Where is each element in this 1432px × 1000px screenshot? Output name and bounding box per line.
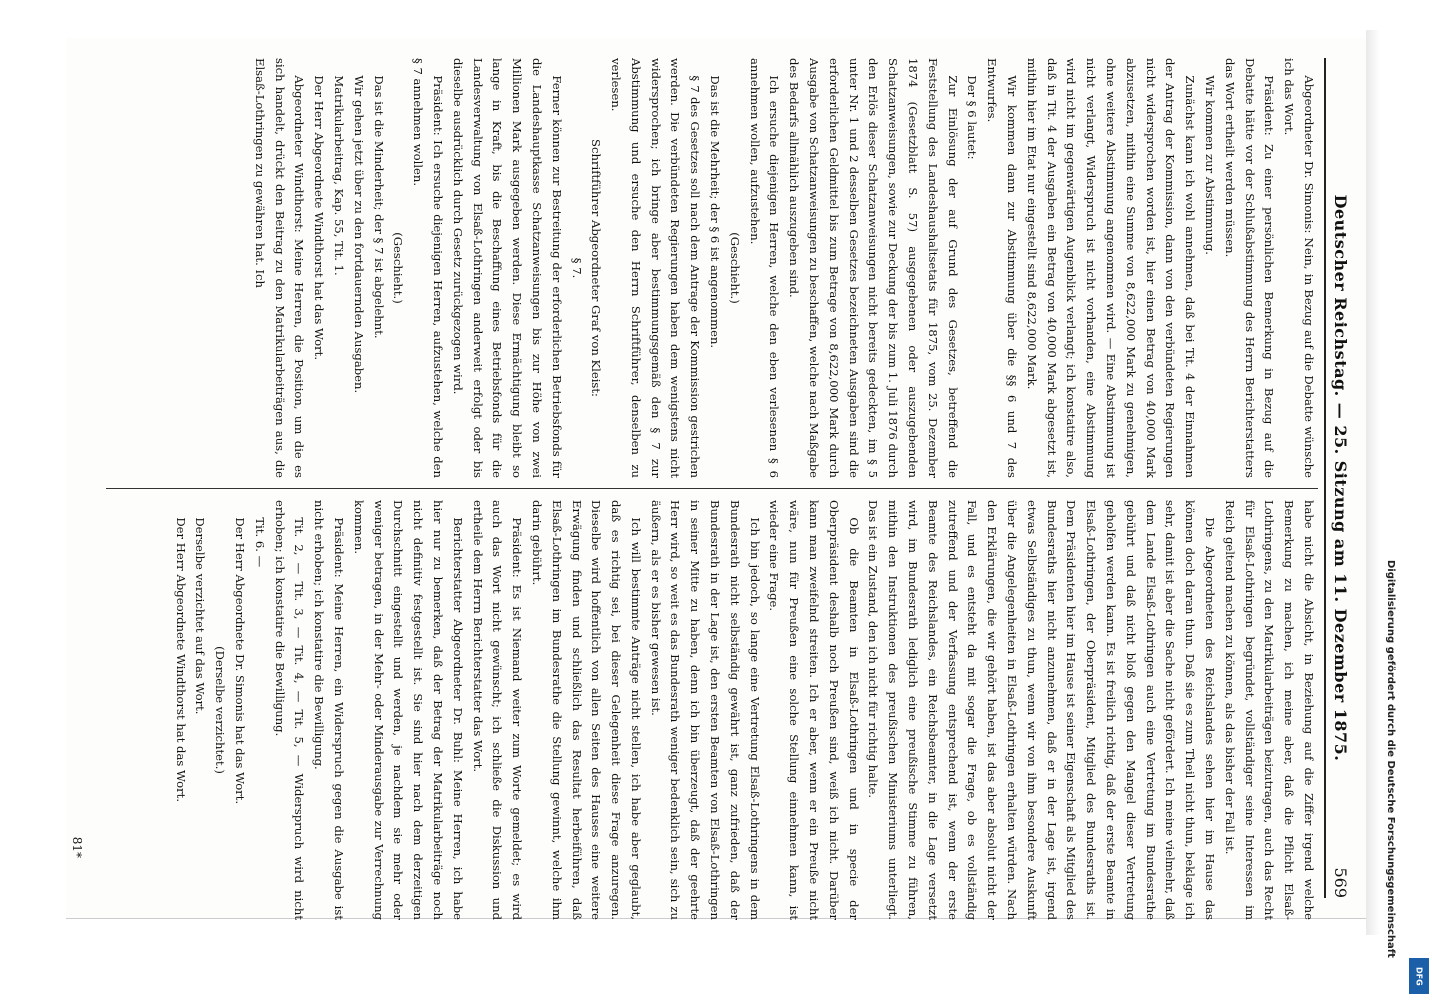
paragraph: Ich ersuche diejenigen Herren, welche den eben verlesenen § 6 annehmen wollen, aufzustehen. (747, 58, 782, 478)
paragraph: Das ist die Mehrheit; der § 6 ist angenommen. (708, 75, 723, 349)
paragraph: Ich will bestimmte Anträge nicht stellen, ich habe aber geglaubt, daß es richtig sei, bei dieser Gelegenheit diese Frage anzuregen. Dieselbe wird hoffentlich von allen Seiten des Hauses eine weitere Erwägung finden und schließlich das Resultat herbeiführen, daß Elsaß-Lothringen im Bundesrathe die Stellung gewinnt, welche ihm darin gebührt. (529, 500, 643, 920)
scanned-page (66, 38, 1366, 919)
digitization-credit: Digitalisierung gefördert durch die Deutsche Forschungsgemeinschaft (1385, 560, 1396, 958)
paragraph: Der § 6 lautet: (965, 75, 980, 160)
paragraph: Präsident: Meine Herren, ein Widerspruch gegen die Ausgabe ist nicht erhoben; ich konstatire die Bewilligung. (312, 500, 346, 920)
paragraph: Ob die Beamten in Elsaß-Lothringen und in specie der Oberpräsident deshalb noch Preußen sind, weiß ich nicht. Darüber kann man zweifelnd streiten. Ich er aber, wenn er ein Preuße nicht wäre, nun für Preußen eine solche Stellung einnehmen kann, ist wieder eine Frage. (767, 500, 861, 920)
paragraph: (Geschieht.) (391, 232, 406, 304)
paragraph: habe nicht die Absicht, in Beziehung auf die Ziffer irgend welche Bemerkung zu machen, ich meine aber, daß die Pflicht Elsaß-Lothringens, zu den Matrikularbeiträgen beizutragen, auch das Recht für Elsaß-Lothringen begründet, vollständiger seine Interessen im Reich geltend machen zu können, als das bisher der Fall ist. (1222, 500, 1316, 920)
paragraph: Zunächst kann ich wohl annehmen, daß bei Tit. 4 der Einnahmen der Antrag der Kommission, dann von den verbündeten Regierungen nicht widersprochen worden ist, hier einen Betrag von 40,000 Mark abzusetzen, mithin eine Summe von 8,622,000 Mark zu genehmigen, ohne weitere Abstimmung angenommen wird. — Eine Abstimmung ist nicht verlangt, Widerspruch ist nicht vorhanden, eine Abstimmung wird nicht im gegenwärtigen Augenblick verlangt; ich konstatire also, daß in Tit. 4 der Ausgaben ein Betrag von 40,000 Mark abgesetzt ist, mithin hier im Etat nur eingestellt sind 8,622,000 Mark. (1024, 58, 1198, 478)
paragraph: Abgeordneter Dr. Simonis: Nein, in Bezug auf die Debatte wünsche ich das Wort. (1282, 58, 1316, 478)
paragraph: Das ist die Minderheit; der § 7 ist abgelehnt. (371, 75, 386, 339)
paragraph: Wir kommen zur Abstimmung. (1203, 75, 1218, 255)
paragraph: Wir kommen dann zur Abstimmung über die §§ 6 und 7 des Entwurfes. (985, 58, 1020, 478)
paragraph: Wir gehen jetzt über zu den fortdauernden Ausgaben. (351, 75, 366, 394)
paragraph: Ich bin jedoch, so lange eine Vertretung Elsaß-Lothringens in dem Bundesrath nicht selbständig gewährt ist, ganz zufrieden, daß der Bundesrath in der Lage ist, den ersten Beamten von Elsaß-Lothringen in seiner Mitte zu haben, denn ich bin überzeugt, daß der geehrte Herr wird, so weit es das Bundesrath weniger bedenklich sein, sich zu äußern, als er es bisher gewesen ist. (648, 500, 762, 920)
paragraph: Die Abgeordneten des Reichslandes sehen hier im Hause das können doch daran thun. Daß sie es zum Theil nicht thun, beklage ich sehr, damit ist aber die Sache nicht gefördert. Ich meine vielmehr, daß dem Lande Elsaß-Lothringen auch eine Vertretung im Bundesrathe gebührt und daß nicht bloß gegen den Mangel dieser Vertretung geholfen werden kann. Es ist freilich richtig, daß der erste Beamte in Elsaß-Lothringen, der Oberpräsident, Mitglied des Bundesraths ist. Dem Präsidenten hier im Hause ist seiner Eigenschaft als Mitglied des Bundesraths hier nicht anzunehmen, daß er in der Lage ist, irgend etwas Selbständiges zu thun, wenn wir von ihm besondere Auskunft über die Angelegenheiten in Elsaß-Lothringen erhalten würden. Nach den Erklärungen, die wir gehört haben, ist das aber absolut nicht der Fall, und es entsteht da mit sogar die Frage, ob es vollständig zutreffend und der Verfassung entsprechend ist, wenn der erste Beamte des Reichslandes, ein Reichsbeamter, in die Lage versetzt wird, im Bundesrath lediglich eine preußische Stimme zu führen, mithin den Instruktionen des preußischen Ministeriums unterliegt. Das ist ein Zustand, den ich nicht für richtig halte. (866, 500, 1218, 920)
sheet-mark: 81* (70, 836, 84, 858)
paragraph: Der Herr Abgeordnete Dr. Simonis hat das Wort. (232, 517, 247, 805)
left-column (86, 58, 1318, 478)
column-divider (106, 488, 1318, 489)
paragraph: Schriftführer Abgeordneter Graf von Kleist: (589, 139, 604, 397)
paragraph: Präsident: Es ist Niemand weiter zum Worte gemeldet; es wird auch das Wort nicht gewünscht; ich schließe die Diskussion und ertheile dem Herrn Berichterstatter das Wort. (470, 500, 525, 920)
paragraph: Abgeordneter Windthorst: Meine Herren, die Position, um die es sich handelt, drückt den Beitrag zu den Matrikularbeiträgen aus, die Elsaß-Lothringen zu gewähren hat. Ich (252, 58, 307, 478)
paragraph: Ferner können zur Bestreitung der erforderlichen Betriebsfonds für die Landeshauptkasse Schatzanweisungen bis zur Höhe von zwei Millionen Mark ausgegeben werden. Diese Ermächtigung bleibt so lange in Kraft, bis die Beschaffung eines Betriebsfonds für die Landesverwaltung von Elsaß-Lothringen anderweit erfolgt oder bis dieselbe ausdrücklich durch Gesetz zurückgezogen wird. (450, 58, 564, 478)
paragraph: Berichterstatter Abgeordneter Dr. Buhl: Meine Herren, ich habe hier nur zu bemerken, daß der Betrag der Matrikularbeiträge noch nicht definitiv festgestellt ist. Sie sind hier nach dem derzeitigen Durchschnitt eingestellt und werden, je nachdem sie mehr oder weniger betragen, in der Mehr- oder Minderausgabe zur Verrechnung kommen. (351, 500, 465, 920)
page-title: Deutscher Reichstag. — 25. Sitzung am 11. Dezember 1875. (1331, 194, 1350, 762)
paragraph: Matrikularbeitrag, Kap. 55, Tit. 1. (331, 75, 346, 276)
right-column (86, 500, 1318, 920)
paragraph: Tit. 6. — (252, 517, 267, 568)
paragraph: § 7 des Gesetzes soll nach dem Antrage der Kommission gestrichen werden. Die verbündeten Regierungen haben dem wenigstens nicht widersprochen; ich bringe aber bestimmungsgemäß den § 7 zur Abstimmung und ersuche den Herrn Schriftführer, denselben zu verlesen. (609, 58, 703, 478)
paragraph: Präsident: Ich ersuche diejenigen Herren, aufzustehen, welche den § 7 annehmen wollen. (411, 58, 445, 478)
paragraph: § 7. (569, 257, 584, 279)
paragraph: Der Herr Abgeordnete Windthorst hat das Wort. (173, 517, 188, 803)
page-number: 569 (1331, 867, 1350, 898)
paragraph: (Derselbe verzichtet.) (213, 646, 228, 774)
dfg-logo: DFG (1409, 958, 1429, 994)
paragraph: Präsident: Zu einer persönlichen Bemerkung in Bezug auf die Debatte hätte vor der Schlußabstimmung des Herrn Berichterstatters das Wort ertheilt werden müssen. (1222, 58, 1277, 478)
paragraph: (Geschieht.) (727, 232, 742, 304)
paragraph: Der Herr Abgeordnete Windthorst hat das Wort. (312, 75, 327, 361)
paragraph: Zur Einlösung der auf Grund des Gesetzes, betreffend die Feststellung des Landeshaushaltsetats für 1875, vom 25. Dezember 1874 (Gesetzblatt S. 57) ausgegebenen oder auszugebenden Schatzanweisungen, sowie zur Deckung der bis zum 1. Juli 1876 durch den Erlös dieser Schatzanweisungen nicht bereits gedeckten, im § 5 unter Nr. 1 und 2 desselben Gesetzes bezeichneten Ausgaben sind die erforderlichen Geldmittel bis zum Betrage von 8,622,000 Mark durch Ausgabe von Schatzanweisungen zu beschaffen, welche nach Maßgabe des Bedarfs allmählich auszugeben sind. (787, 58, 960, 478)
paragraph: Derselbe verzichtet auf das Wort. (193, 517, 208, 715)
paragraph: Tit. 2, — Tit. 3, — Tit. 4, — Tit. 5, — Widerspruch wird nicht erhoben; ich konstatire die Bewilligung. (272, 500, 307, 920)
page-header (1324, 58, 1356, 898)
